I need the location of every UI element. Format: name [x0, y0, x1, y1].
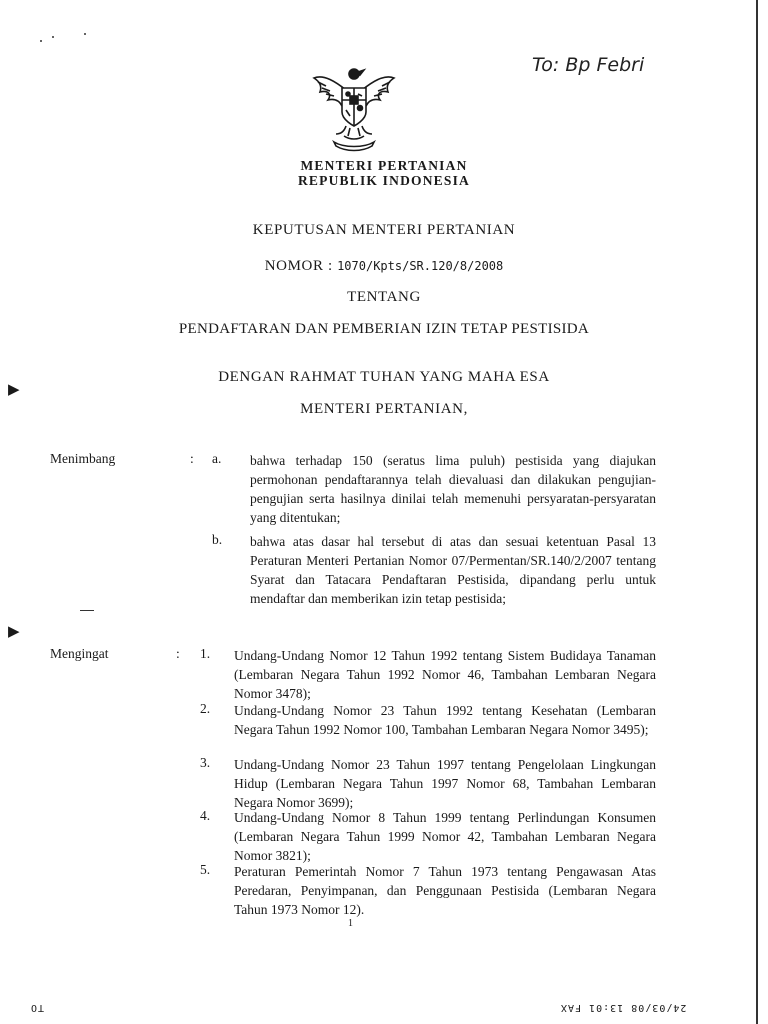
decree-number	[0, 258, 768, 275]
authority-line: MENTERI PERTANIAN,	[300, 401, 468, 417]
garuda-emblem-icon	[306, 60, 402, 154]
scan-speck	[52, 36, 54, 38]
mengingat-marker-1: 1.	[200, 646, 211, 661]
mengingat-item-2: Undang-Undang Nomor 23 Tahun 1992 tentang Kesehatan (Lembaran Negara Tahun 1992 Nomor 100, Tambahan Lembaran Negara Nomor 3495);	[234, 703, 656, 737]
mengingat-marker-3: 3.	[200, 755, 211, 770]
fax-footer-right: 24/03/08 13:01 FAX	[560, 1002, 687, 1013]
tentang-heading: TENTANG	[347, 289, 421, 305]
margin-arrow-icon: ▶	[8, 380, 20, 398]
scan-speck	[40, 40, 42, 42]
menimbang-marker-a: a.	[212, 451, 222, 466]
nomor-value: 1070/Kpts/SR.120/8/2008	[337, 259, 504, 273]
letterhead-line-2: REPUBLIK INDONESIA	[297, 173, 470, 188]
menimbang-label: Menimbang	[50, 451, 116, 466]
margin-dash	[80, 610, 94, 611]
scan-speck	[84, 33, 86, 35]
mengingat-label: Mengingat	[50, 646, 109, 661]
mengingat-colon: :	[176, 646, 180, 661]
mengingat-item-4: Undang-Undang Nomor 8 Tahun 1999 tentang Perlindungan Konsumen (Lembaran Negara Tahun 1999 Nomor 42, Tambahan Lembaran Negara Nomor 3821);	[234, 810, 656, 863]
decree-subject: PENDAFTARAN DAN PEMBERIAN IZIN TETAP PESTISIDA	[178, 321, 590, 337]
scan-edge-line	[756, 0, 758, 1024]
mengingat-item-5: Peraturan Pemerintah Nomor 7 Tahun 1973 tentang Pengawasan Atas Peredaran, Penyimpanan, dan Penggunaan Pestisida (Lembaran Negara Tahun 1973 Nomor 12).	[234, 864, 656, 917]
mengingat-marker-2: 2.	[200, 701, 211, 716]
menimbang-item-a: bahwa terhadap 150 (seratus lima puluh) pestisida yang diajukan permohonan pendaftarannya telah dievaluasi dan dilakukan pengujian-pengujian serta hasilnya dinilai telah memenuhi persyaratan-persyaratan yang ditentukan;	[250, 453, 656, 525]
menimbang-marker-b: b.	[212, 532, 223, 547]
letterhead-line-1: MENTERI PERTANIAN	[300, 158, 468, 173]
menimbang-item-b: bahwa atas dasar hal tersebut di atas dan sesuai ketentuan Pasal 13 Peraturan Menteri Pertanian Nomor 07/Permentan/SR.140/2/2007 tentang Syarat dan Tatacara Pendaftaran Pestisida, dipandang perlu untuk mendaftar dan memberikan izin tetap pestisida;	[250, 534, 656, 606]
page-number: 1	[348, 918, 353, 929]
mengingat-marker-5: 5.	[200, 862, 211, 877]
mengingat-item-1: Undang-Undang Nomor 12 Tahun 1992 tentang Sistem Budidaya Tanaman (Lembaran Negara Tahun 1992 Nomor 46, Tambahan Lembaran Negara Nomor 3478);	[234, 648, 656, 701]
margin-arrow-icon: ▶	[8, 622, 20, 640]
mengingat-item-3: Undang-Undang Nomor 23 Tahun 1997 tentang Pengelolaan Lingkungan Hidup (Lembaran Negara Tahun 1997 Nomor 68, Tambahan Lembaran Negara Nomor 3699);	[234, 757, 656, 810]
decree-title: KEPUTUSAN MENTERI PERTANIAN	[252, 222, 516, 238]
mengingat-marker-4: 4.	[200, 808, 211, 823]
letterhead	[0, 158, 768, 188]
fax-footer-left: TO	[30, 1002, 45, 1013]
blessing-line: DENGAN RAHMAT TUHAN YANG MAHA ESA	[218, 369, 550, 385]
nomor-label: NOMOR :	[264, 258, 333, 274]
menimbang-colon: :	[190, 451, 194, 466]
handwritten-note: To: Bp Febri	[532, 54, 645, 76]
